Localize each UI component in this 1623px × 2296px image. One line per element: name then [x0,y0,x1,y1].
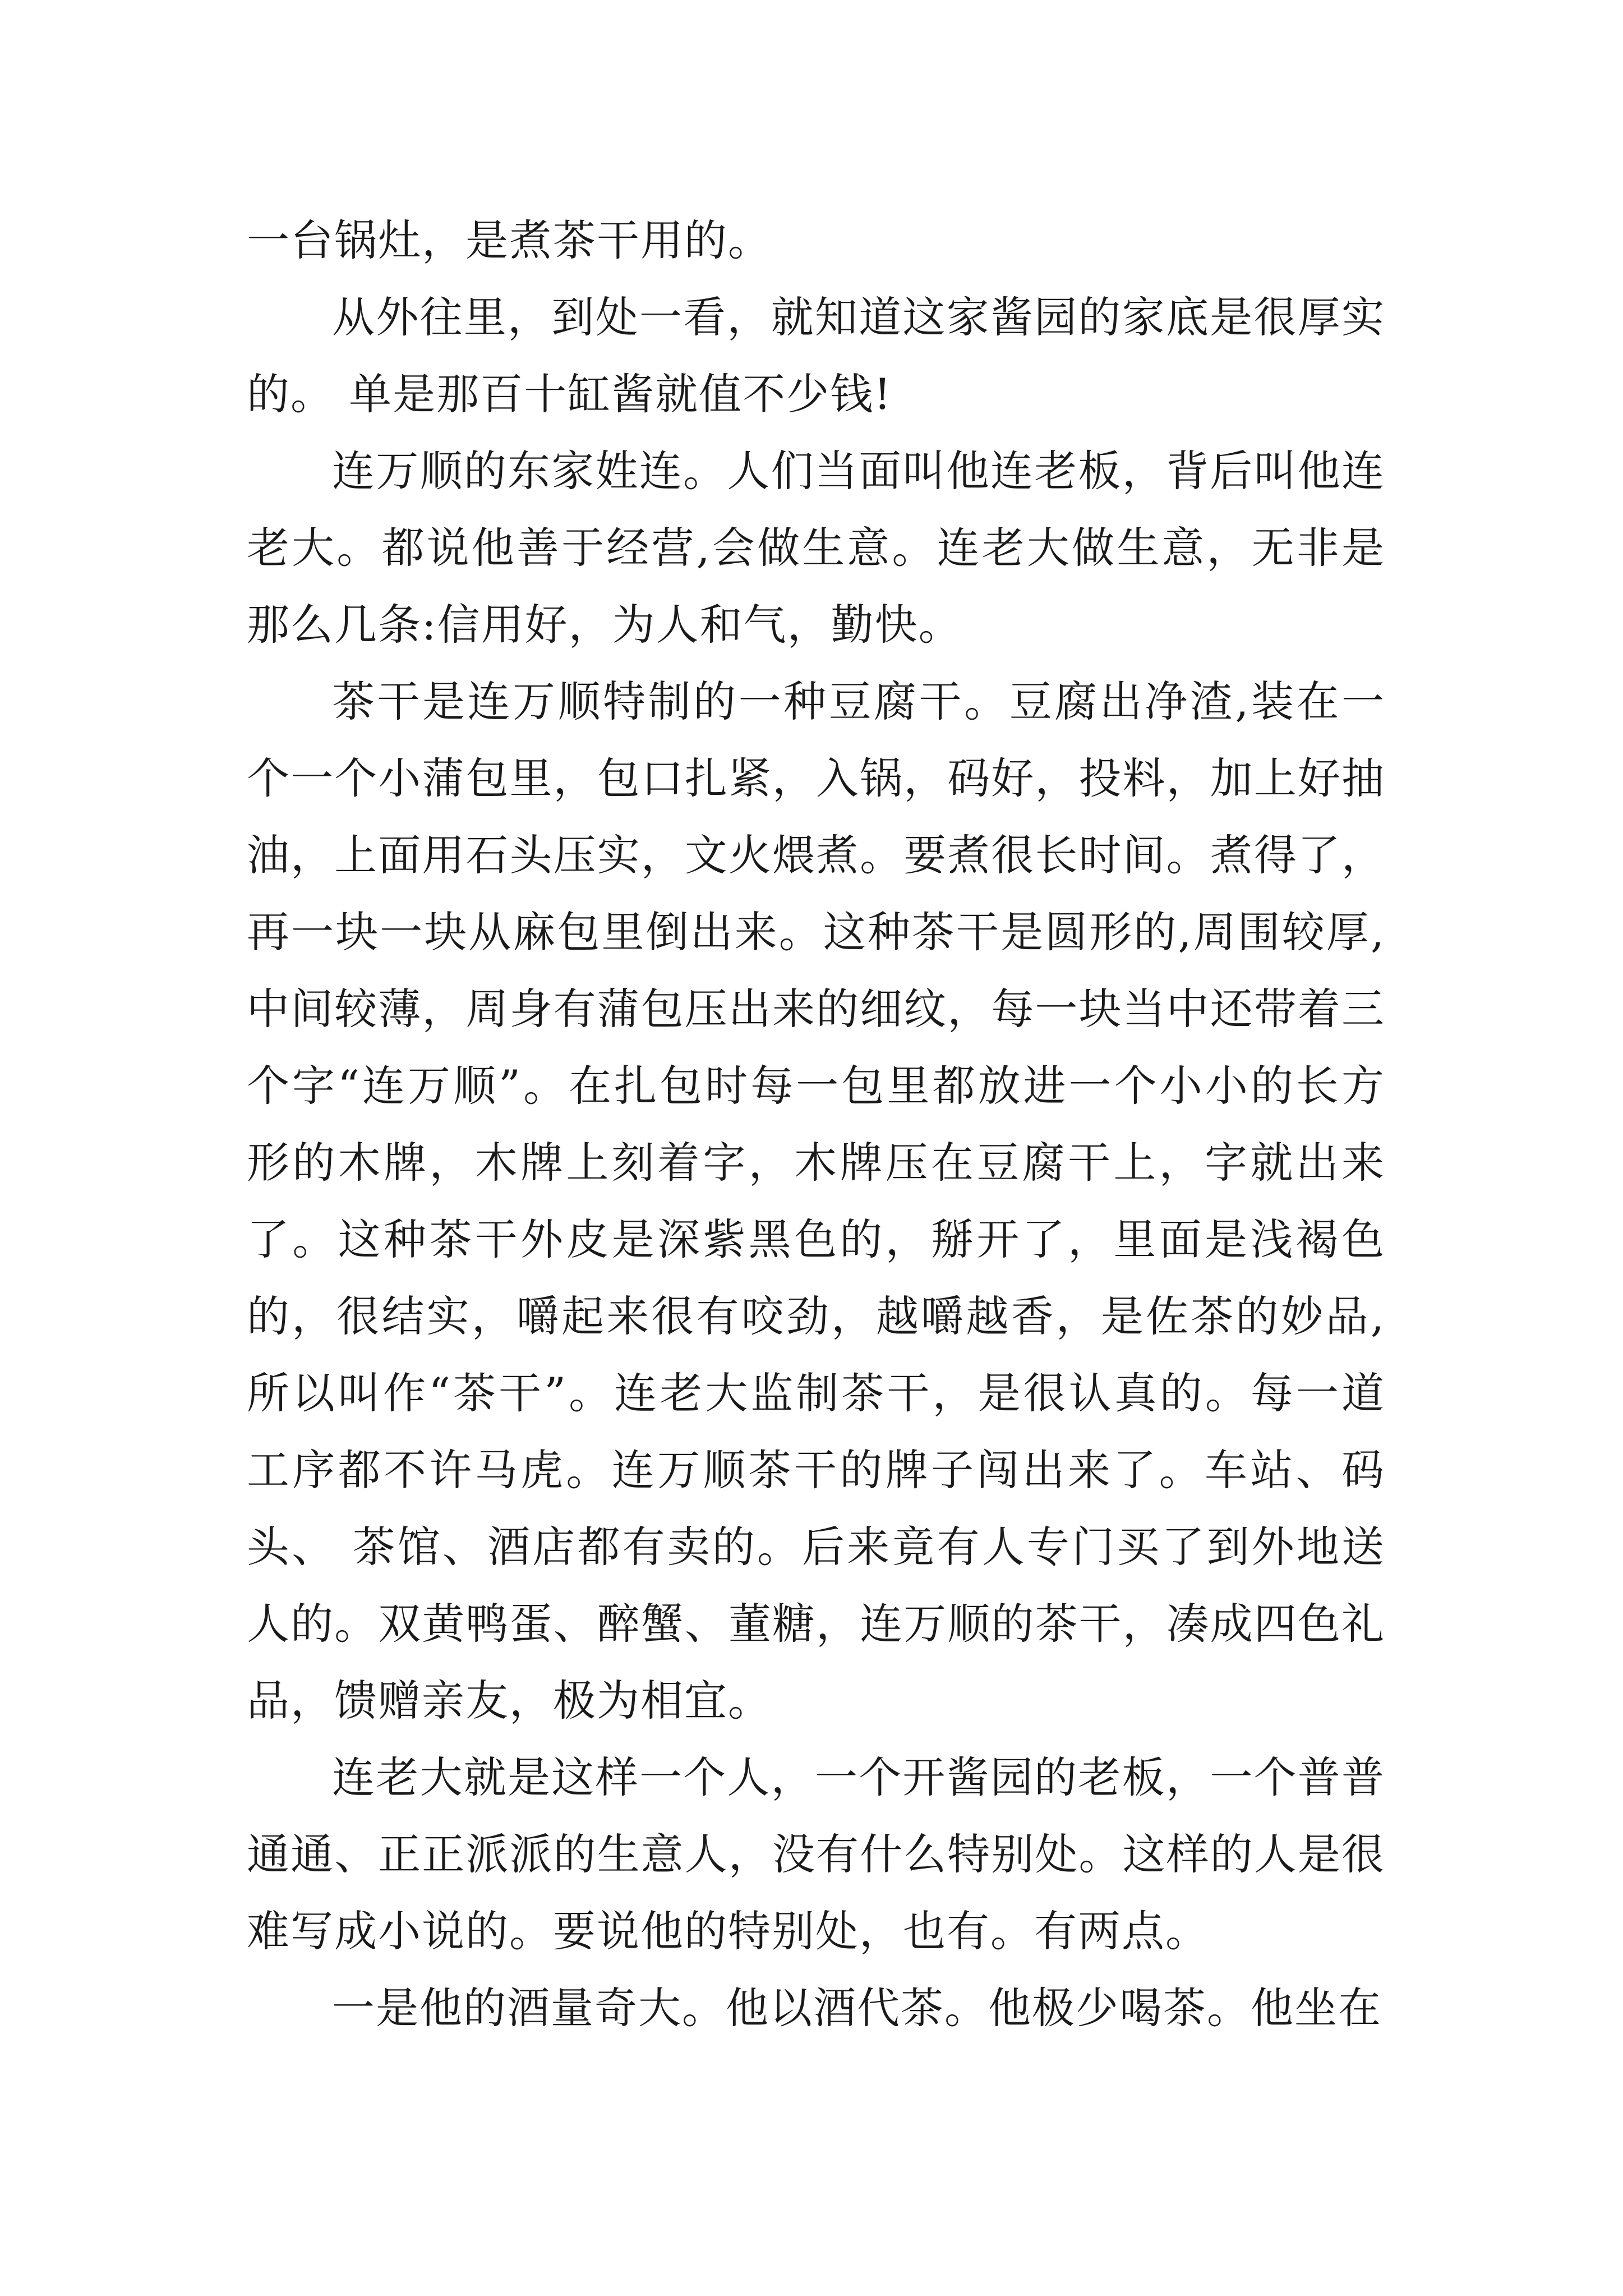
body-text [247,202,1385,2046]
paragraph-2: 从外往里，到处一看，就知道这家酱园的家底是很厚实的。 单是那百十缸酱就值不少钱! [247,292,1385,419]
paragraph-4: 茶干是连万顺特制的一种豆腐干。豆腐出净渣,装在一个一个小蒲包里，包口扎紧，入锅，码好，投料，加上好抽油，上面用石头压实，文火煨煮。要煮很长时间。煮得了，再一块一块从麻包里倒出来。这种茶干是圆形的,周围较厚,中间较薄，周身有蒲包压出来的细纹，每一块当中还带着三个字“连万顺”。在扎包时每一包里都放进一个小小的长方形的木牌，木牌上刻着字，木牌压在豆腐干上，字就出来了。这种茶干外皮是深紫黑色的，掰开了，里面是浅褐色的，很结实，嚼起来很有咬劲，越嚼越香，是佐茶的妙品,所以叫作“茶干”。连老大监制茶干，是很认真的。每一道工序都不许马虎。连万顺茶干的牌子闯出来了。车站、码头、 茶馆、酒店都有卖的。后来竟有人专门买了到外地送人的。双黄鸭蛋、醉蟹、董糖，连万顺的茶干，凑成四色礼品，馈赠亲友，极为相宜。 [247,677,1385,1726]
paragraph-3: 连万顺的东家姓连。人们当面叫他连老板，背后叫他连老大。都说他善于经营,会做生意。连老大做生意，无非是那么几条:信用好，为人和气，勤快。 [247,446,1385,650]
paragraph-5: 连老大就是这样一个人，一个开酱园的老板，一个普普通通、正正派派的生意人，没有什么特别处。这样的人是很难写成小说的。要说他的特别处，也有。有两点。 [247,1752,1385,1956]
paragraph-6: 一是他的酒量奇大。他以酒代茶。他极少喝茶。他坐在 [332,1983,1382,2033]
paragraph-1: 一台锅灶，是煮茶干用的。 [247,215,772,265]
